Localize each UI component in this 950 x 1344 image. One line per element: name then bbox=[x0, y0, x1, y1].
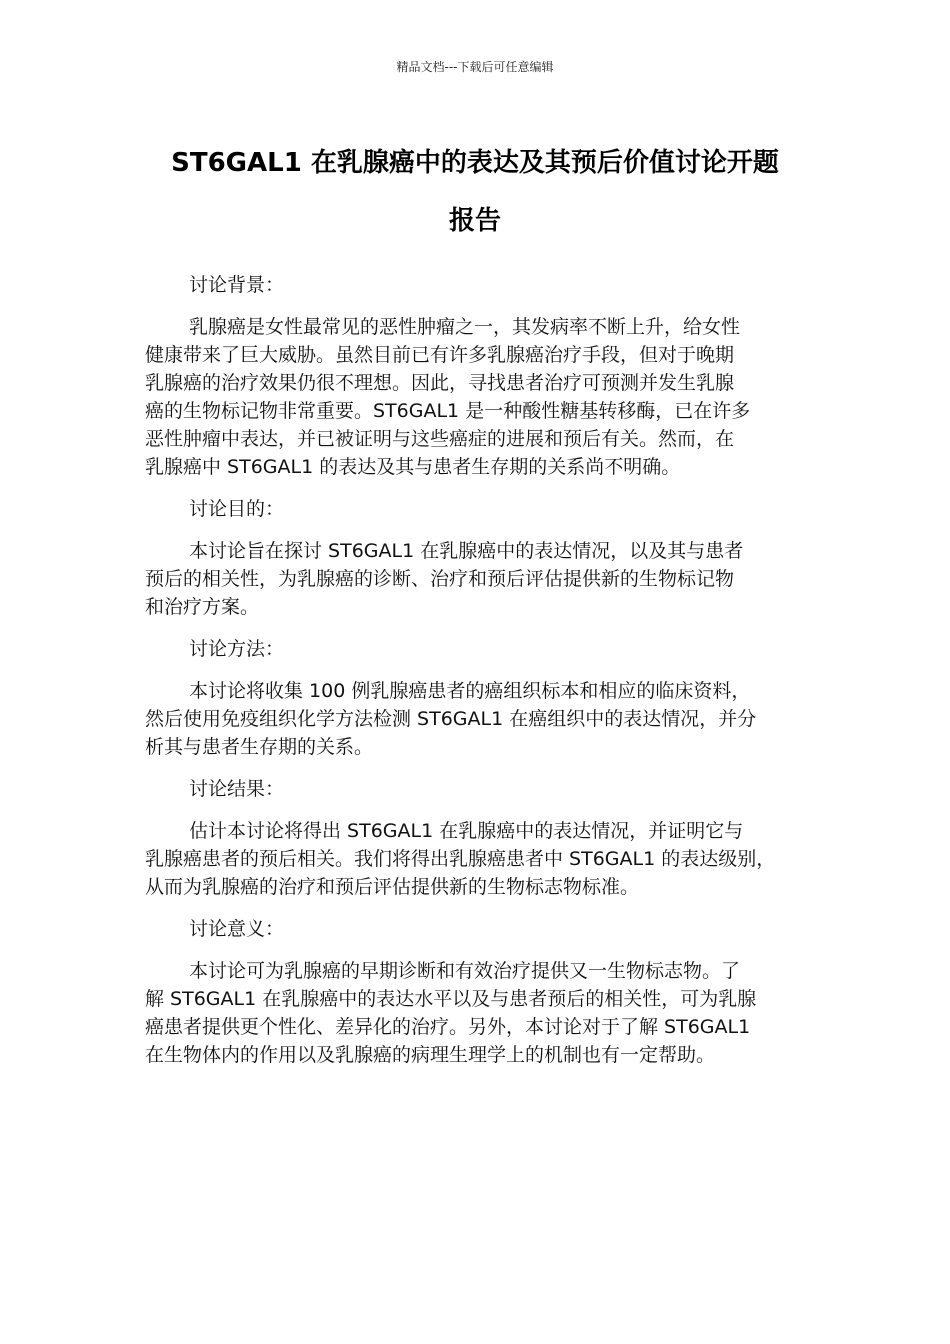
page-header-note: 精品文档---下载后可任意编辑 bbox=[396, 60, 554, 74]
section-paragraph-purpose bbox=[145, 537, 825, 621]
section-heading-significance: 讨论意义： bbox=[189, 918, 285, 940]
section-heading-background: 讨论背景： bbox=[189, 274, 285, 296]
paragraph-line: 预后的相关性，为乳腺癌的诊断、治疗和预后评估提供新的生物标记物 bbox=[145, 568, 735, 590]
section-paragraph-significance bbox=[145, 957, 825, 1069]
paragraph-line: 癌患者提供更个性化、差异化的治疗。另外，本讨论对于了解 ST6GAL1 bbox=[145, 1016, 751, 1038]
paragraph-line: 乳腺癌中 ST6GAL1 的表达及其与患者生存期的关系尚不明确。 bbox=[145, 456, 681, 478]
paragraph-line: 癌的生物标记物非常重要。ST6GAL1 是一种酸性糖基转移酶，已在许多 bbox=[145, 400, 751, 422]
paragraph-line: 和治疗方案。 bbox=[145, 596, 260, 618]
paragraph-line: 析其与患者生存期的关系。 bbox=[145, 736, 374, 758]
section-paragraph-results bbox=[145, 817, 825, 901]
paragraph-line: 估计本讨论将得出 ST6GAL1 在乳腺癌中的表达情况，并证明它与 bbox=[189, 820, 744, 842]
paragraph-line: 在生物体内的作用以及乳腺癌的病理生理学上的机制也有一定帮助。 bbox=[145, 1044, 716, 1066]
paragraph-line: 本讨论旨在探讨 ST6GAL1 在乳腺癌中的表达情况，以及其与患者 bbox=[189, 540, 744, 562]
section-heading-purpose: 讨论目的： bbox=[189, 498, 285, 520]
document-title bbox=[140, 134, 810, 250]
section-heading-methods: 讨论方法： bbox=[189, 638, 285, 660]
section-heading-results: 讨论结果： bbox=[189, 778, 285, 800]
paragraph-line: 解 ST6GAL1 在乳腺癌中的表达水平以及与患者预后的相关性，可为乳腺 bbox=[145, 988, 757, 1010]
document-title-line-2: 报告 bbox=[448, 206, 501, 236]
section-paragraph-background bbox=[145, 313, 825, 481]
paragraph-line: 从而为乳腺癌的治疗和预后评估提供新的生物标志物标准。 bbox=[145, 876, 640, 898]
document-title-line-1: ST6GAL1 在乳腺癌中的表达及其预后价值讨论开题 bbox=[171, 148, 779, 178]
paragraph-line: 本讨论可为乳腺癌的早期诊断和有效治疗提供又一生物标志物。了 bbox=[189, 960, 741, 982]
paragraph-line: 本讨论将收集 100 例乳腺癌患者的癌组织标本和相应的临床资料， bbox=[189, 680, 751, 702]
document-body bbox=[145, 271, 825, 1083]
paragraph-line: 恶性肿瘤中表达，并已被证明与这些癌症的进展和预后有关。然而，在 bbox=[145, 428, 735, 450]
paragraph-line: 乳腺癌是女性最常见的恶性肿瘤之一，其发病率不断上升，给女性 bbox=[189, 316, 741, 338]
paragraph-line: 健康带来了巨大威胁。虽然目前已有许多乳腺癌治疗手段，但对于晚期 bbox=[145, 344, 735, 366]
paragraph-line: 乳腺癌患者的预后相关。我们将得出乳腺癌患者中 ST6GAL1 的表达级别， bbox=[145, 848, 776, 870]
paragraph-line: 乳腺癌的治疗效果仍很不理想。因此，寻找患者治疗可预测并发生乳腺 bbox=[145, 372, 735, 394]
section-paragraph-methods bbox=[145, 677, 825, 761]
paragraph-line: 然后使用免疫组织化学方法检测 ST6GAL1 在癌组织中的表达情况，并分 bbox=[145, 708, 757, 730]
